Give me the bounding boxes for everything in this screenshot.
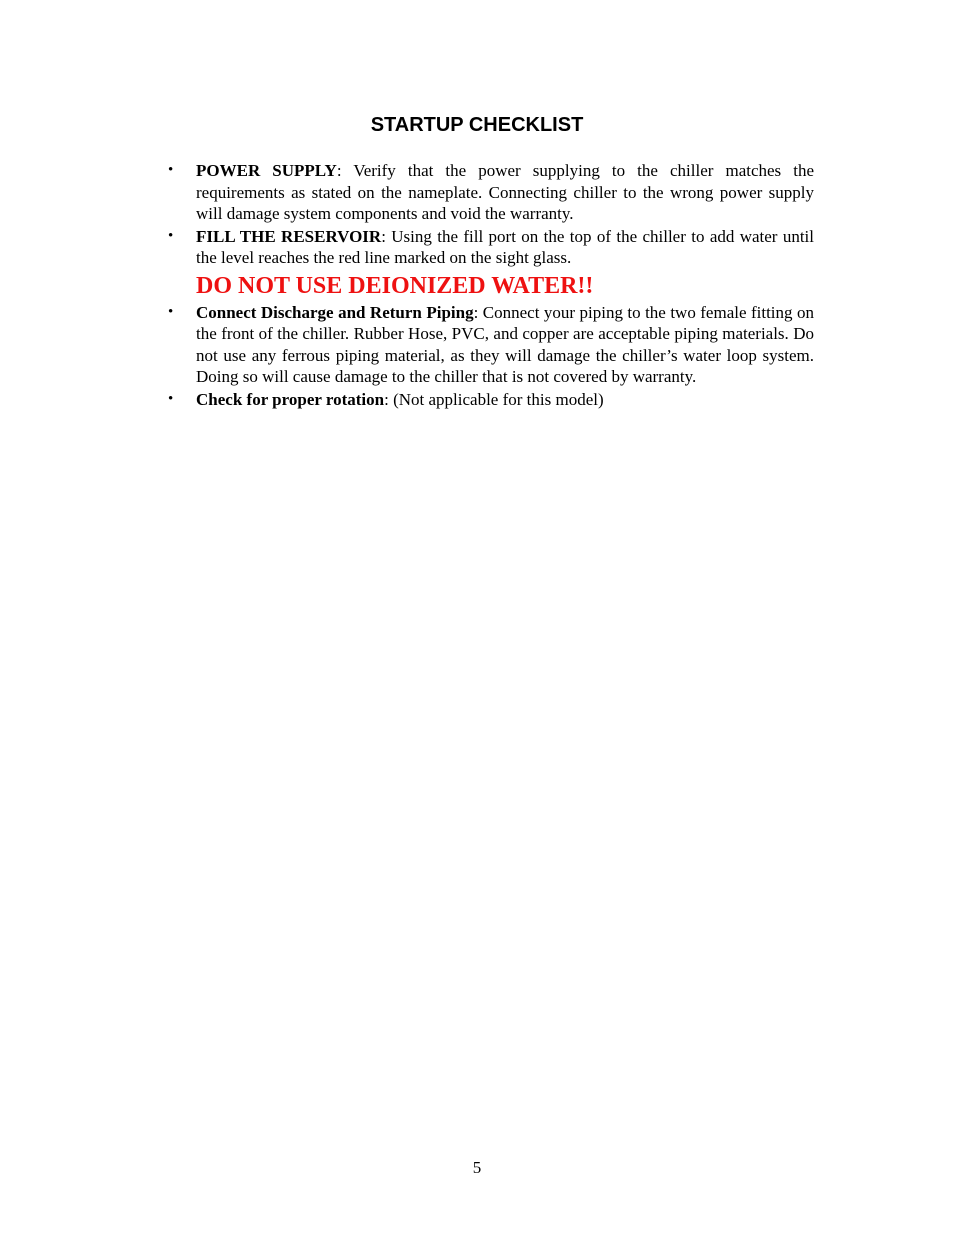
bullet-icon: • (168, 227, 174, 244)
checklist-item-text: : Using the fill port on the top of the chiller to add water until the level reaches the red line marked on the sight glass. (196, 226, 814, 267)
checklist-item-text: : Verify that the power supplying to the chiller matches the requirements as stated on the nameplate. Connecting chiller to the wrong power supply will damage system components and void the warranty. (196, 161, 814, 223)
deionized-water-warning: DO NOT USE DEIONIZED WATER!! (196, 272, 594, 299)
startup-checklist (168, 160, 814, 411)
checklist-item-label: Check for proper rotation (196, 389, 385, 409)
bullet-icon: • (168, 303, 174, 320)
checklist-item-label: POWER SUPPLY (196, 161, 337, 180)
checklist-item-fill-reservoir (168, 226, 814, 301)
bullet-icon: • (168, 390, 174, 407)
checklist-item-label: FILL THE RESERVOIR (196, 226, 382, 246)
checklist-item-piping (168, 302, 814, 388)
bullet-icon: • (168, 162, 174, 178)
checklist-item-label: Connect Discharge and Return Piping (196, 302, 474, 322)
page-title: STARTUP CHECKLIST (370, 114, 584, 136)
checklist-item-text: : Connect your piping to the two female fitting on the front of the chiller. Rubber Hose, PVC, and copper are acceptable piping materials. Do not use any ferrous piping material, as they will damage the chiller’s water loop system. Doing so will cause damage to the chiller that is not covered by warranty. (196, 302, 814, 386)
checklist-item-text: : (Not applicable for this model) (384, 389, 604, 409)
page-number: 5 (472, 1158, 482, 1177)
checklist-item-rotation (168, 389, 814, 411)
checklist-item-power-supply (168, 160, 814, 225)
